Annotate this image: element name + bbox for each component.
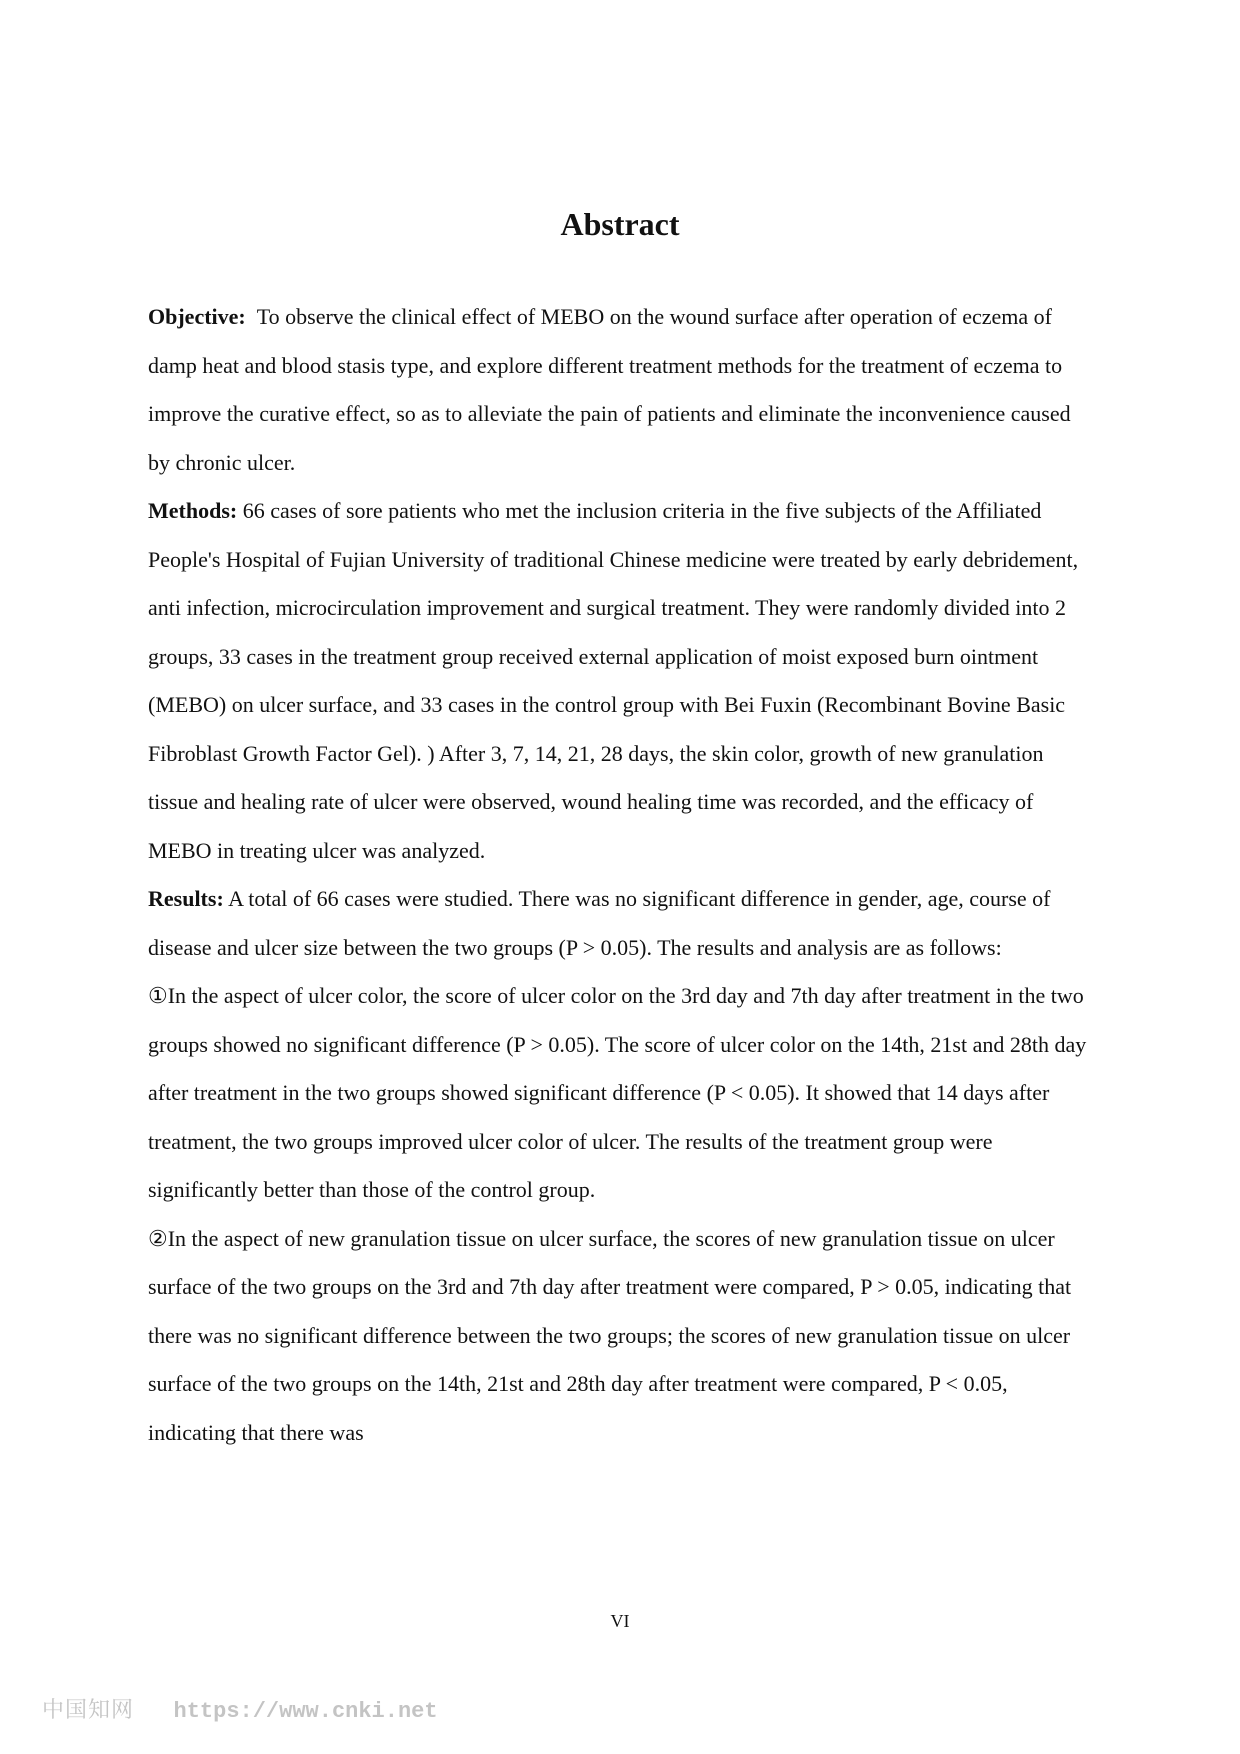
watermark-url: https://www.cnki.net [173, 1699, 438, 1724]
objective-paragraph [148, 293, 1098, 487]
methods-text: 66 cases of sore patients who met the inclusion criteria in the five subjects of the Affiliated People's Hospital of Fujian University of traditional Chinese medicine were treated by early debridement, anti infection, microcirculation improvement and surgical treatment. They were randomly divided into 2 groups, 33 cases in the treatment group received external application of moist exposed burn ointment (MEBO) on ulcer surface, and 33 cases in the control group with Bei Fuxin (Recombinant Bovine Basic Fibroblast Growth Factor Gel). ) After 3, 7, 14, 21, 28 days, the skin color, growth of new granulation tissue and healing rate of ulcer were observed, wound healing time was recorded, and the efficacy of MEBO in treating ulcer was analyzed. [148, 498, 1079, 863]
page-number: VI [610, 1611, 630, 1631]
results-label: Results: [148, 886, 224, 911]
result-point-1: ①In the aspect of ulcer color, the score of ulcer color on the 3rd day and 7th day after treatment in the two groups showed no significant difference (P > 0.05). The score of ulcer color on the 14th, 21st and 28th day after treatment in the two groups showed significant difference (P < 0.05). It showed that 14 days after treatment, the two groups improved ulcer color of ulcer. The results of the treatment group were significantly better than those of the control group. [148, 983, 1087, 1202]
watermark-site-name: 中国知网 [42, 1698, 135, 1723]
objective-label: Objective: [148, 304, 246, 329]
results-text: A total of 66 cases were studied. There was no significant difference in gender, age, course of disease and ulcer size between the two groups (P > 0.05). The results and analysis are as follows: [148, 886, 1051, 960]
results-paragraph [148, 875, 1098, 972]
methods-label: Methods: [148, 498, 238, 523]
objective-text: To observe the clinical effect of MEBO on the wound surface after operation of eczema of damp heat and blood stasis type, and explore different treatment methods for the treatment of eczema to improve the curative effect, so as to alleviate the pain of patients and eliminate the inconvenience caused by chronic ulcer. [148, 304, 1071, 475]
methods-paragraph [148, 487, 1098, 875]
result-point-2: ②In the aspect of new granulation tissue on ulcer surface, the scores of new granulation tissue on ulcer surface of the two groups on the 3rd and 7th day after treatment were compared, P > 0.05, indicating that there was no significant difference between the two groups; the scores of new granulation tissue on ulcer surface of the two groups on the 14th, 21st and 28th day after treatment were compared, P < 0.05, indicating that there was [148, 1225, 1072, 1445]
watermark [42, 1693, 438, 1724]
page-title: Abstract [560, 206, 680, 242]
abstract-body [148, 293, 1098, 1457]
